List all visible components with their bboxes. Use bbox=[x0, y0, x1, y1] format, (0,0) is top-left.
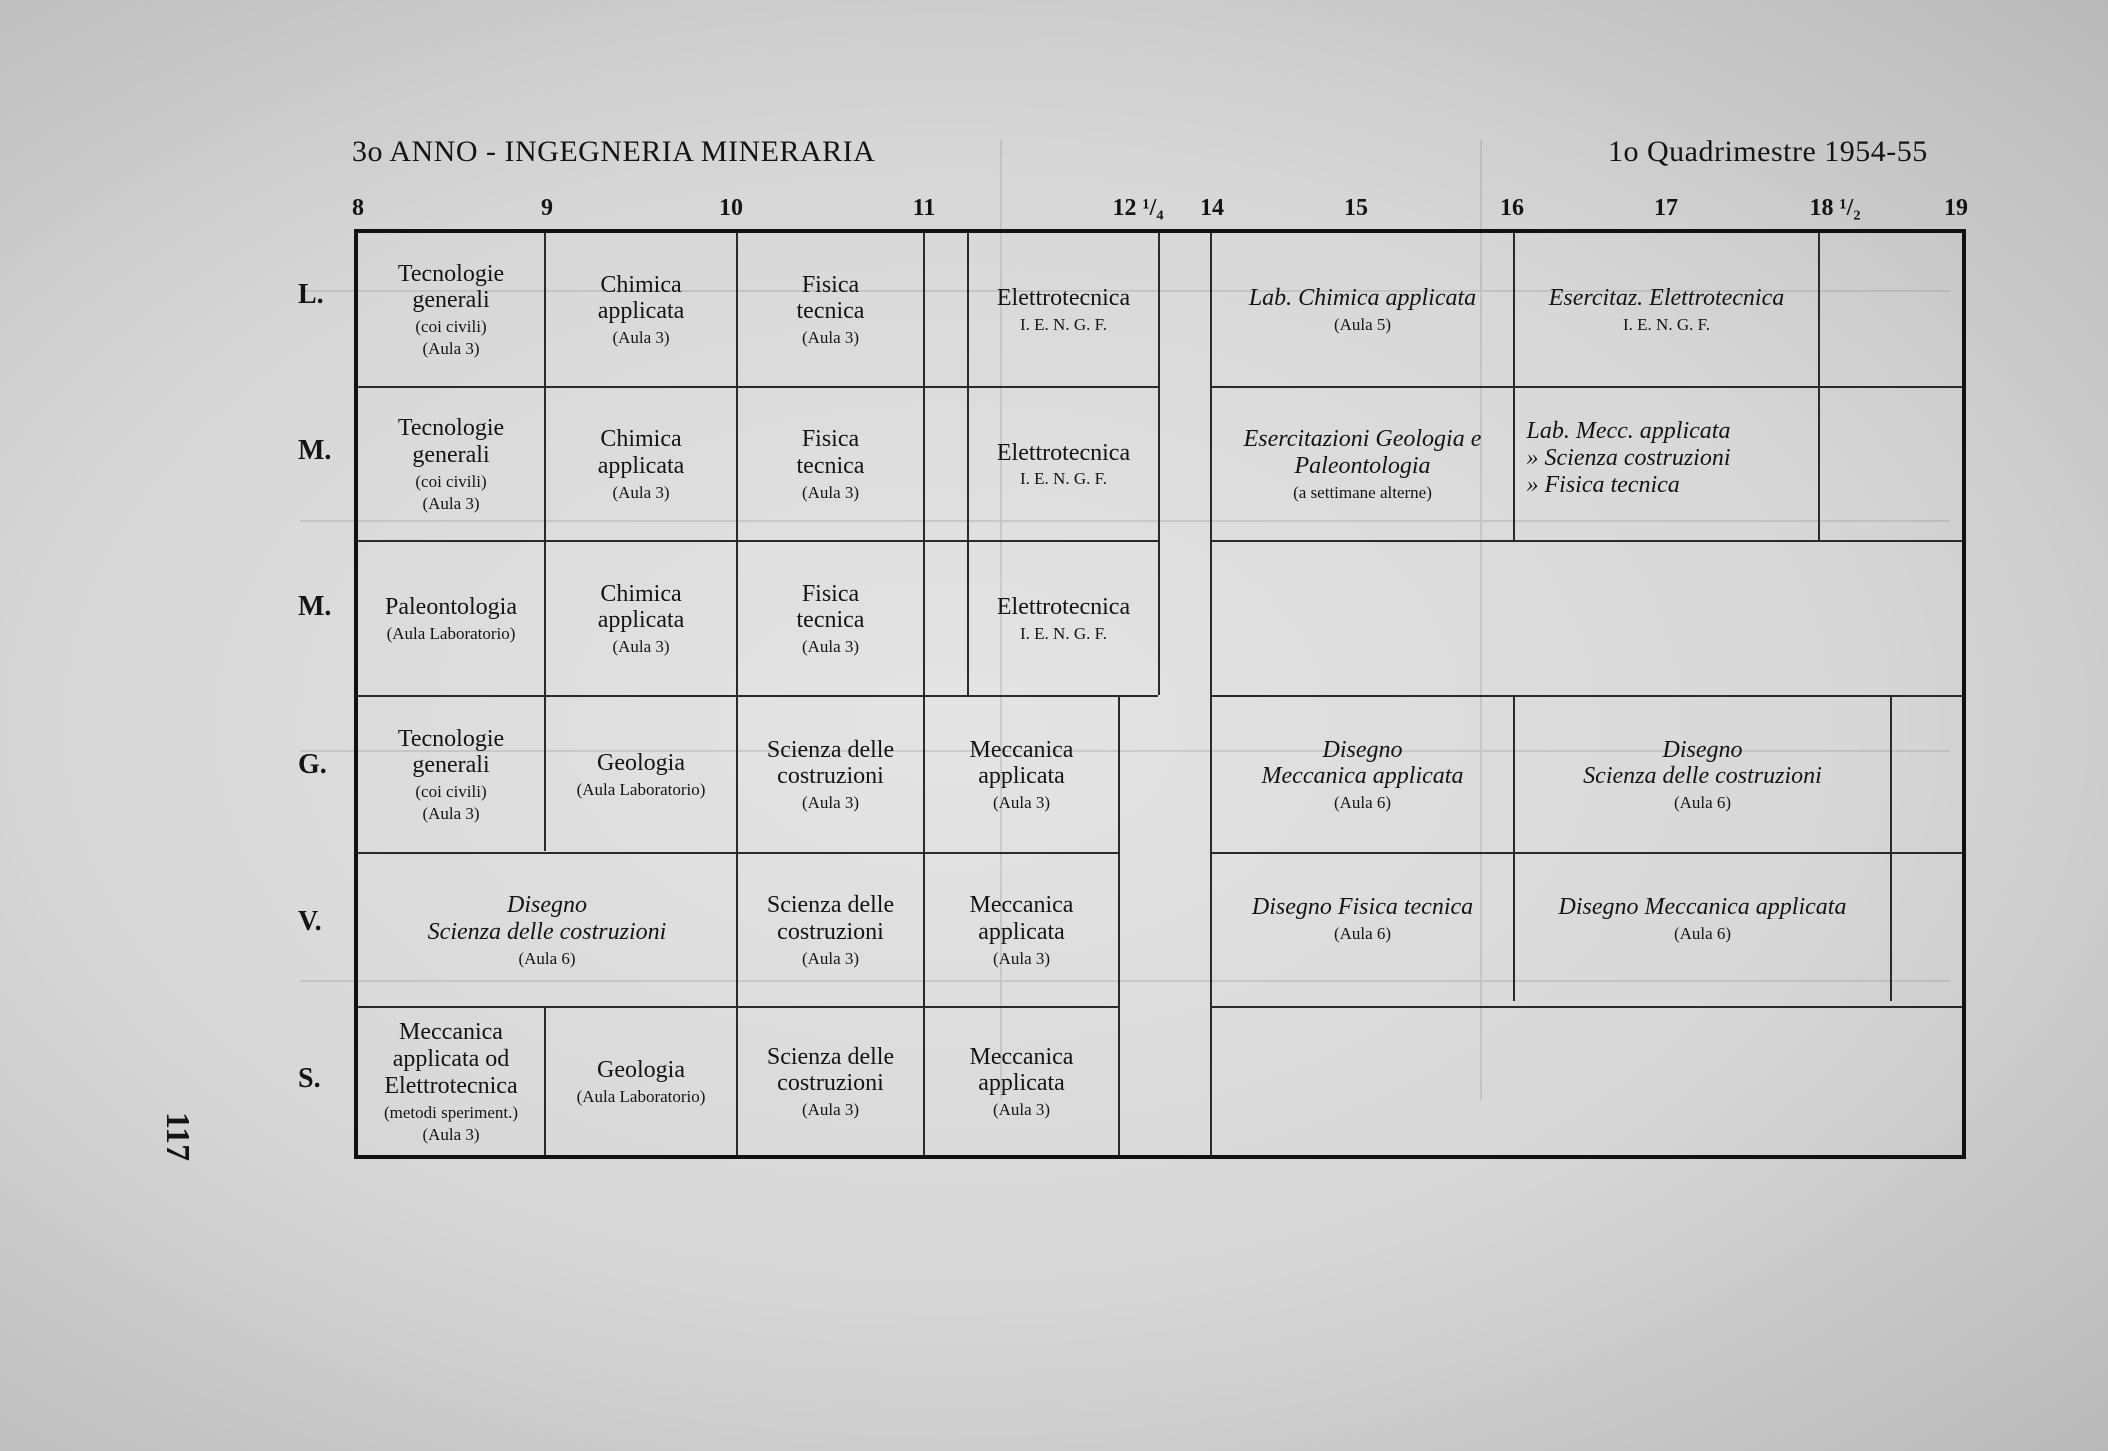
course-note: (coi civili) bbox=[415, 782, 487, 802]
lab-line: » Fisica tecnica bbox=[1526, 471, 1680, 498]
course-title: Chimica applicata bbox=[597, 580, 685, 634]
cell-tue-9-10 bbox=[546, 388, 736, 540]
cell-mon-9-10 bbox=[546, 233, 736, 386]
day-label-monday: L. bbox=[298, 279, 324, 310]
cell-thu-10-11 bbox=[738, 697, 923, 852]
lab-line: Lab. Mecc. applicata bbox=[1526, 418, 1731, 444]
cell-wed-11-12 bbox=[969, 542, 1158, 695]
room-label: (Aula 3) bbox=[422, 493, 480, 513]
cell-sat-10-11 bbox=[738, 1008, 923, 1155]
cell-thu-8-9 bbox=[358, 697, 544, 852]
course-title: Elettrotecnica bbox=[996, 285, 1131, 312]
course-title: Scienza delle costruzioni bbox=[427, 918, 667, 945]
room-label: (Aula 3) bbox=[992, 1100, 1051, 1120]
hour-label: 19 bbox=[1944, 195, 1968, 221]
cell-mon-11-12 bbox=[969, 233, 1158, 386]
hour-label: 10 bbox=[719, 195, 743, 221]
room-label: (Aula 3) bbox=[801, 793, 860, 813]
course-title: Scienza delle costruzioni bbox=[1583, 763, 1822, 790]
room-label: (Aula Laboratorio) bbox=[386, 623, 516, 643]
room-label: (Aula 3) bbox=[801, 637, 860, 657]
room-label: (Aula 3) bbox=[801, 482, 860, 502]
hour-label: 17 bbox=[1654, 195, 1678, 221]
cell-tue-11-12 bbox=[969, 388, 1158, 540]
course-title: Fisica tecnica bbox=[796, 426, 865, 479]
course-title: Scienza delle costruzioni bbox=[766, 892, 895, 945]
cell-fri-11-12 bbox=[925, 854, 1118, 1006]
course-title: Esercitaz. Elettrotecnica bbox=[1548, 285, 1785, 312]
hour-label: 12 ¹/₄ bbox=[1112, 195, 1164, 221]
hour-label: 15 bbox=[1344, 195, 1368, 221]
course-title: Meccanica applicata od Elettrotecnica bbox=[384, 1019, 518, 1099]
room-label: (Aula 3) bbox=[422, 804, 480, 824]
room-label: (Aula 3) bbox=[612, 637, 670, 657]
cell-wed-9-10 bbox=[546, 542, 736, 695]
room-label: (Aula 3) bbox=[992, 793, 1051, 813]
lab-line: » Scienza costruzioni bbox=[1526, 444, 1731, 471]
hour-label: 11 bbox=[912, 195, 936, 221]
room-label: (Aula 3) bbox=[422, 339, 480, 359]
course-type: Disegno bbox=[1662, 736, 1743, 763]
course-title: Fisica tecnica bbox=[796, 271, 865, 325]
course-title: Meccanica applicata bbox=[969, 736, 1074, 790]
cell-thu-9-10 bbox=[546, 697, 736, 852]
course-title: Meccanica applicata bbox=[969, 892, 1074, 945]
room-label: (Aula 6) bbox=[1333, 793, 1392, 813]
room-label: (Aula 3) bbox=[422, 1124, 480, 1144]
cell-fri-10-11 bbox=[738, 854, 923, 1006]
course-title: Geologia bbox=[597, 1057, 685, 1084]
room-label: (Aula 6) bbox=[518, 948, 576, 968]
cell-fri-14-16 bbox=[1212, 854, 1513, 1006]
course-title: Tecnologie generali bbox=[397, 415, 505, 468]
course-title: Chimica applicata bbox=[597, 426, 685, 479]
cell-sat-11-12 bbox=[925, 1008, 1118, 1155]
course-note: (metodi speriment.) bbox=[383, 1102, 519, 1122]
room-label: (Aula 3) bbox=[801, 328, 860, 348]
day-label-tuesday: M. bbox=[298, 435, 332, 466]
cell-thu-14-16 bbox=[1212, 697, 1513, 852]
cell-sat-9-10 bbox=[546, 1008, 736, 1155]
hour-label: 14 bbox=[1200, 195, 1224, 221]
hour-label: 9 bbox=[541, 195, 553, 221]
room-label: (Aula 6) bbox=[1673, 793, 1732, 813]
room-label: (Aula 3) bbox=[992, 948, 1051, 968]
cell-tue-8-9 bbox=[358, 388, 544, 540]
cell-mon-14-16 bbox=[1212, 233, 1513, 386]
room-label: (Aula 3) bbox=[612, 482, 670, 502]
room-label: (Aula 3) bbox=[801, 1100, 860, 1120]
course-note: (coi civili) bbox=[415, 317, 487, 337]
room-label: (Aula Laboratorio) bbox=[576, 1086, 706, 1106]
course-note: I. E. N. G. F. bbox=[1020, 469, 1107, 489]
course-title: Elettrotecnica bbox=[996, 439, 1131, 466]
cell-wed-8-9 bbox=[358, 542, 544, 695]
page-title: 3o ANNO - INGEGNERIA MINERARIA bbox=[352, 135, 876, 168]
course-type: Disegno bbox=[1322, 736, 1403, 763]
hour-label: 16 bbox=[1500, 195, 1524, 221]
room-label: (Aula 3) bbox=[801, 948, 860, 968]
course-note: (a settimane alterne) bbox=[1293, 482, 1432, 502]
cell-fri-16-19 bbox=[1515, 854, 1890, 1006]
page-number: 117 bbox=[159, 1112, 196, 1162]
course-title: Esercitazioni Geologia e Paleontologia bbox=[1243, 426, 1482, 479]
hour-label: 18 ¹/₂ bbox=[1809, 195, 1861, 221]
cell-mon-10-11 bbox=[738, 233, 923, 386]
cell-tue-16-18 bbox=[1515, 388, 1818, 540]
cell-thu-16-19 bbox=[1515, 697, 1890, 852]
course-title: Elettrotecnica bbox=[996, 594, 1131, 621]
hour-label: 8 bbox=[352, 195, 364, 221]
course-title: Tecnologie generali bbox=[397, 260, 505, 314]
course-note: I. E. N. G. F. bbox=[1020, 623, 1107, 643]
course-title: Tecnologie generali bbox=[397, 725, 505, 779]
day-label-wednesday: M. bbox=[298, 591, 332, 622]
course-title: Meccanica applicata bbox=[969, 1043, 1074, 1097]
cell-tue-14-16 bbox=[1212, 388, 1513, 540]
cell-mon-8-9 bbox=[358, 233, 544, 386]
room-label: (Aula 6) bbox=[1673, 923, 1732, 943]
day-label-friday: V. bbox=[298, 906, 322, 937]
term-label: 1o Quadrimestre 1954-55 bbox=[1608, 135, 1928, 168]
course-note: (coi civili) bbox=[415, 471, 487, 491]
course-title: Chimica applicata bbox=[597, 271, 685, 325]
course-note: I. E. N. G. F. bbox=[1623, 314, 1710, 334]
room-label: (Aula 5) bbox=[1333, 314, 1392, 334]
day-label-saturday: S. bbox=[298, 1063, 321, 1094]
cell-fri-8-10 bbox=[358, 854, 736, 1006]
course-title: Geologia bbox=[597, 750, 685, 777]
room-label: (Aula 3) bbox=[612, 328, 670, 348]
cell-wed-10-11 bbox=[738, 542, 923, 695]
course-title: Paleontologia bbox=[385, 594, 517, 621]
room-label: (Aula 6) bbox=[1333, 923, 1392, 943]
course-title: Disegno Fisica tecnica bbox=[1251, 894, 1474, 920]
cell-tue-10-11 bbox=[738, 388, 923, 540]
course-title: Scienza delle costruzioni bbox=[766, 1043, 895, 1097]
cell-sat-8-9 bbox=[358, 1008, 544, 1155]
room-label: (Aula Laboratorio) bbox=[576, 779, 706, 799]
course-title: Lab. Chimica applicata bbox=[1248, 285, 1477, 312]
cell-thu-11-12 bbox=[925, 697, 1118, 852]
course-type: Disegno bbox=[507, 892, 587, 919]
course-title: Fisica tecnica bbox=[796, 580, 865, 634]
course-title: Scienza delle costruzioni bbox=[766, 736, 895, 790]
course-note: I. E. N. G. F. bbox=[1020, 314, 1107, 334]
day-label-thursday: G. bbox=[298, 749, 327, 780]
course-title: Disegno Meccanica applicata bbox=[1558, 894, 1847, 920]
cell-mon-16-18 bbox=[1515, 233, 1818, 386]
course-title: Meccanica applicata bbox=[1261, 763, 1464, 790]
